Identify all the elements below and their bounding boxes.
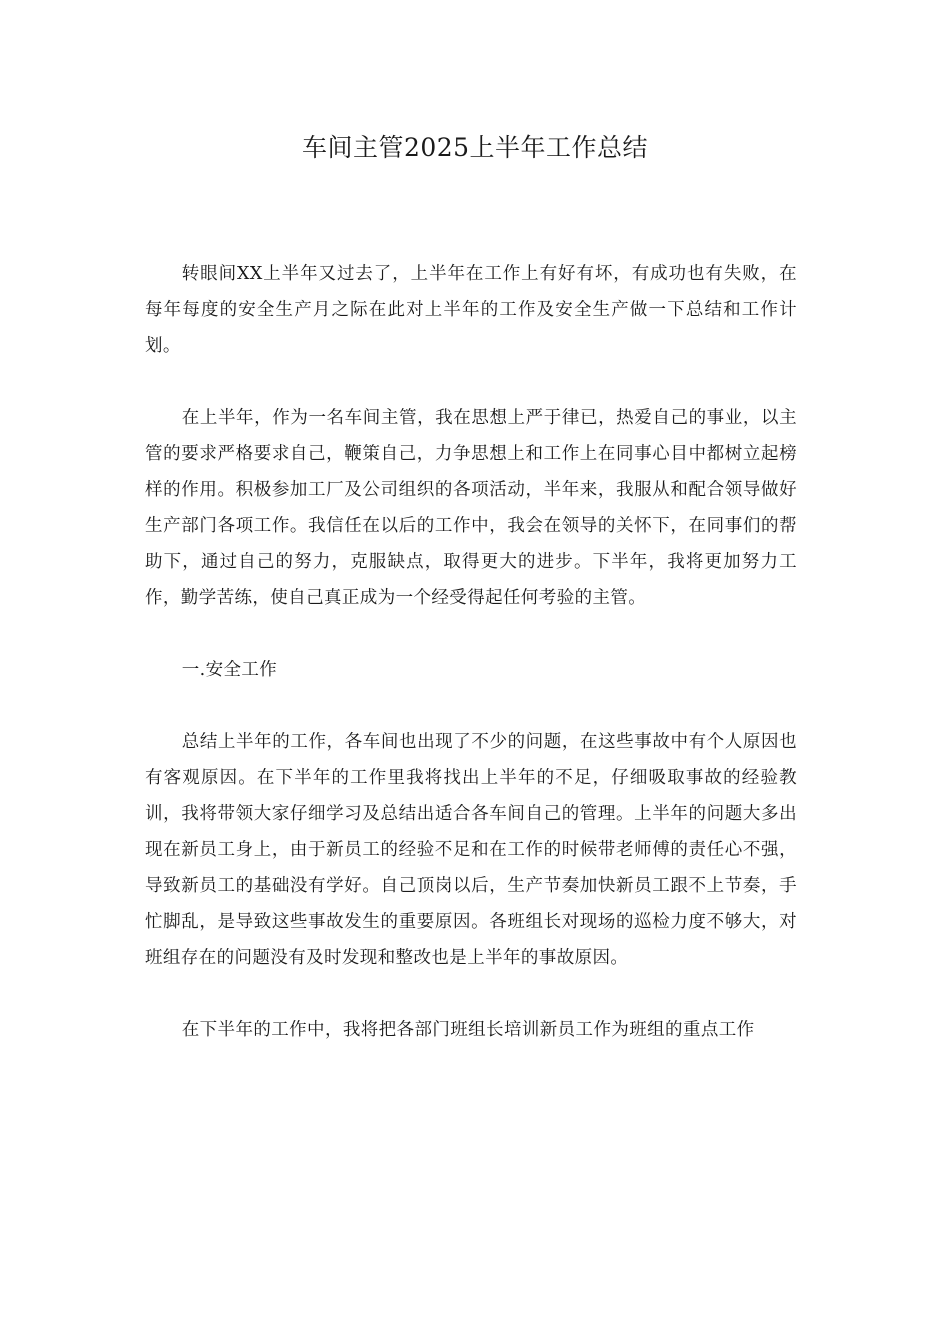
document-body (145, 256, 797, 1084)
paragraph-first-half-review: 在上半年，作为一名车间主管，我在思想上严于律已，热爱自己的事业，以主管的要求严格要求自己，鞭策自己，力争思想上和工作上在同事心目中都树立起榜样的作用。积极参加工厂及公司组织的各项活动，半年来，我服从和配合领导做好生产部门各项工作。我信任在以后的工作中，我会在领导的关怀下，在同事们的帮助下，通过自己的努力，克服缺点，取得更大的进步。下半年，我将更加努力工作，勤学苦练，使自己真正成为一个经受得起任何考验的主管。 (145, 408, 797, 608)
document-title: 车间主管2025上半年工作总结 (301, 133, 649, 162)
paragraph-safety-summary: 总结上半年的工作，各车间也出现了不少的问题，在这些事故中有个人原因也有客观原因。在下半年的工作里我将找出上半年的不足，仔细吸取事故的经验教训，我将带领大家仔细学习及总结出适合各车间自己的管理。上半年的问题大多出现在新员工身上，由于新员工的经验不足和在工作的时候带老师傅的责任心不强，导致新员工的基础没有学好。自己顶岗以后，生产节奏加快新员工跟不上节奏，手忙脚乱，是导致这些事故发生的重要原因。各班组长对现场的巡检力度不够大，对班组存在的问题没有及时发现和整改也是上半年的事故原因。 (145, 732, 797, 968)
section-heading-safety: 一.安全工作 (181, 660, 278, 680)
paragraph-intro: 转眼间XX上半年又过去了，上半年在工作上有好有坏，有成功也有失败，在每年每度的安全生产月之际在此对上半年的工作及安全生产做一下总结和工作计划。 (145, 264, 797, 356)
paragraph-second-half-plan: 在下半年的工作中，我将把各部门班组长培训新员工作为班组的重点工作 (181, 1020, 755, 1040)
